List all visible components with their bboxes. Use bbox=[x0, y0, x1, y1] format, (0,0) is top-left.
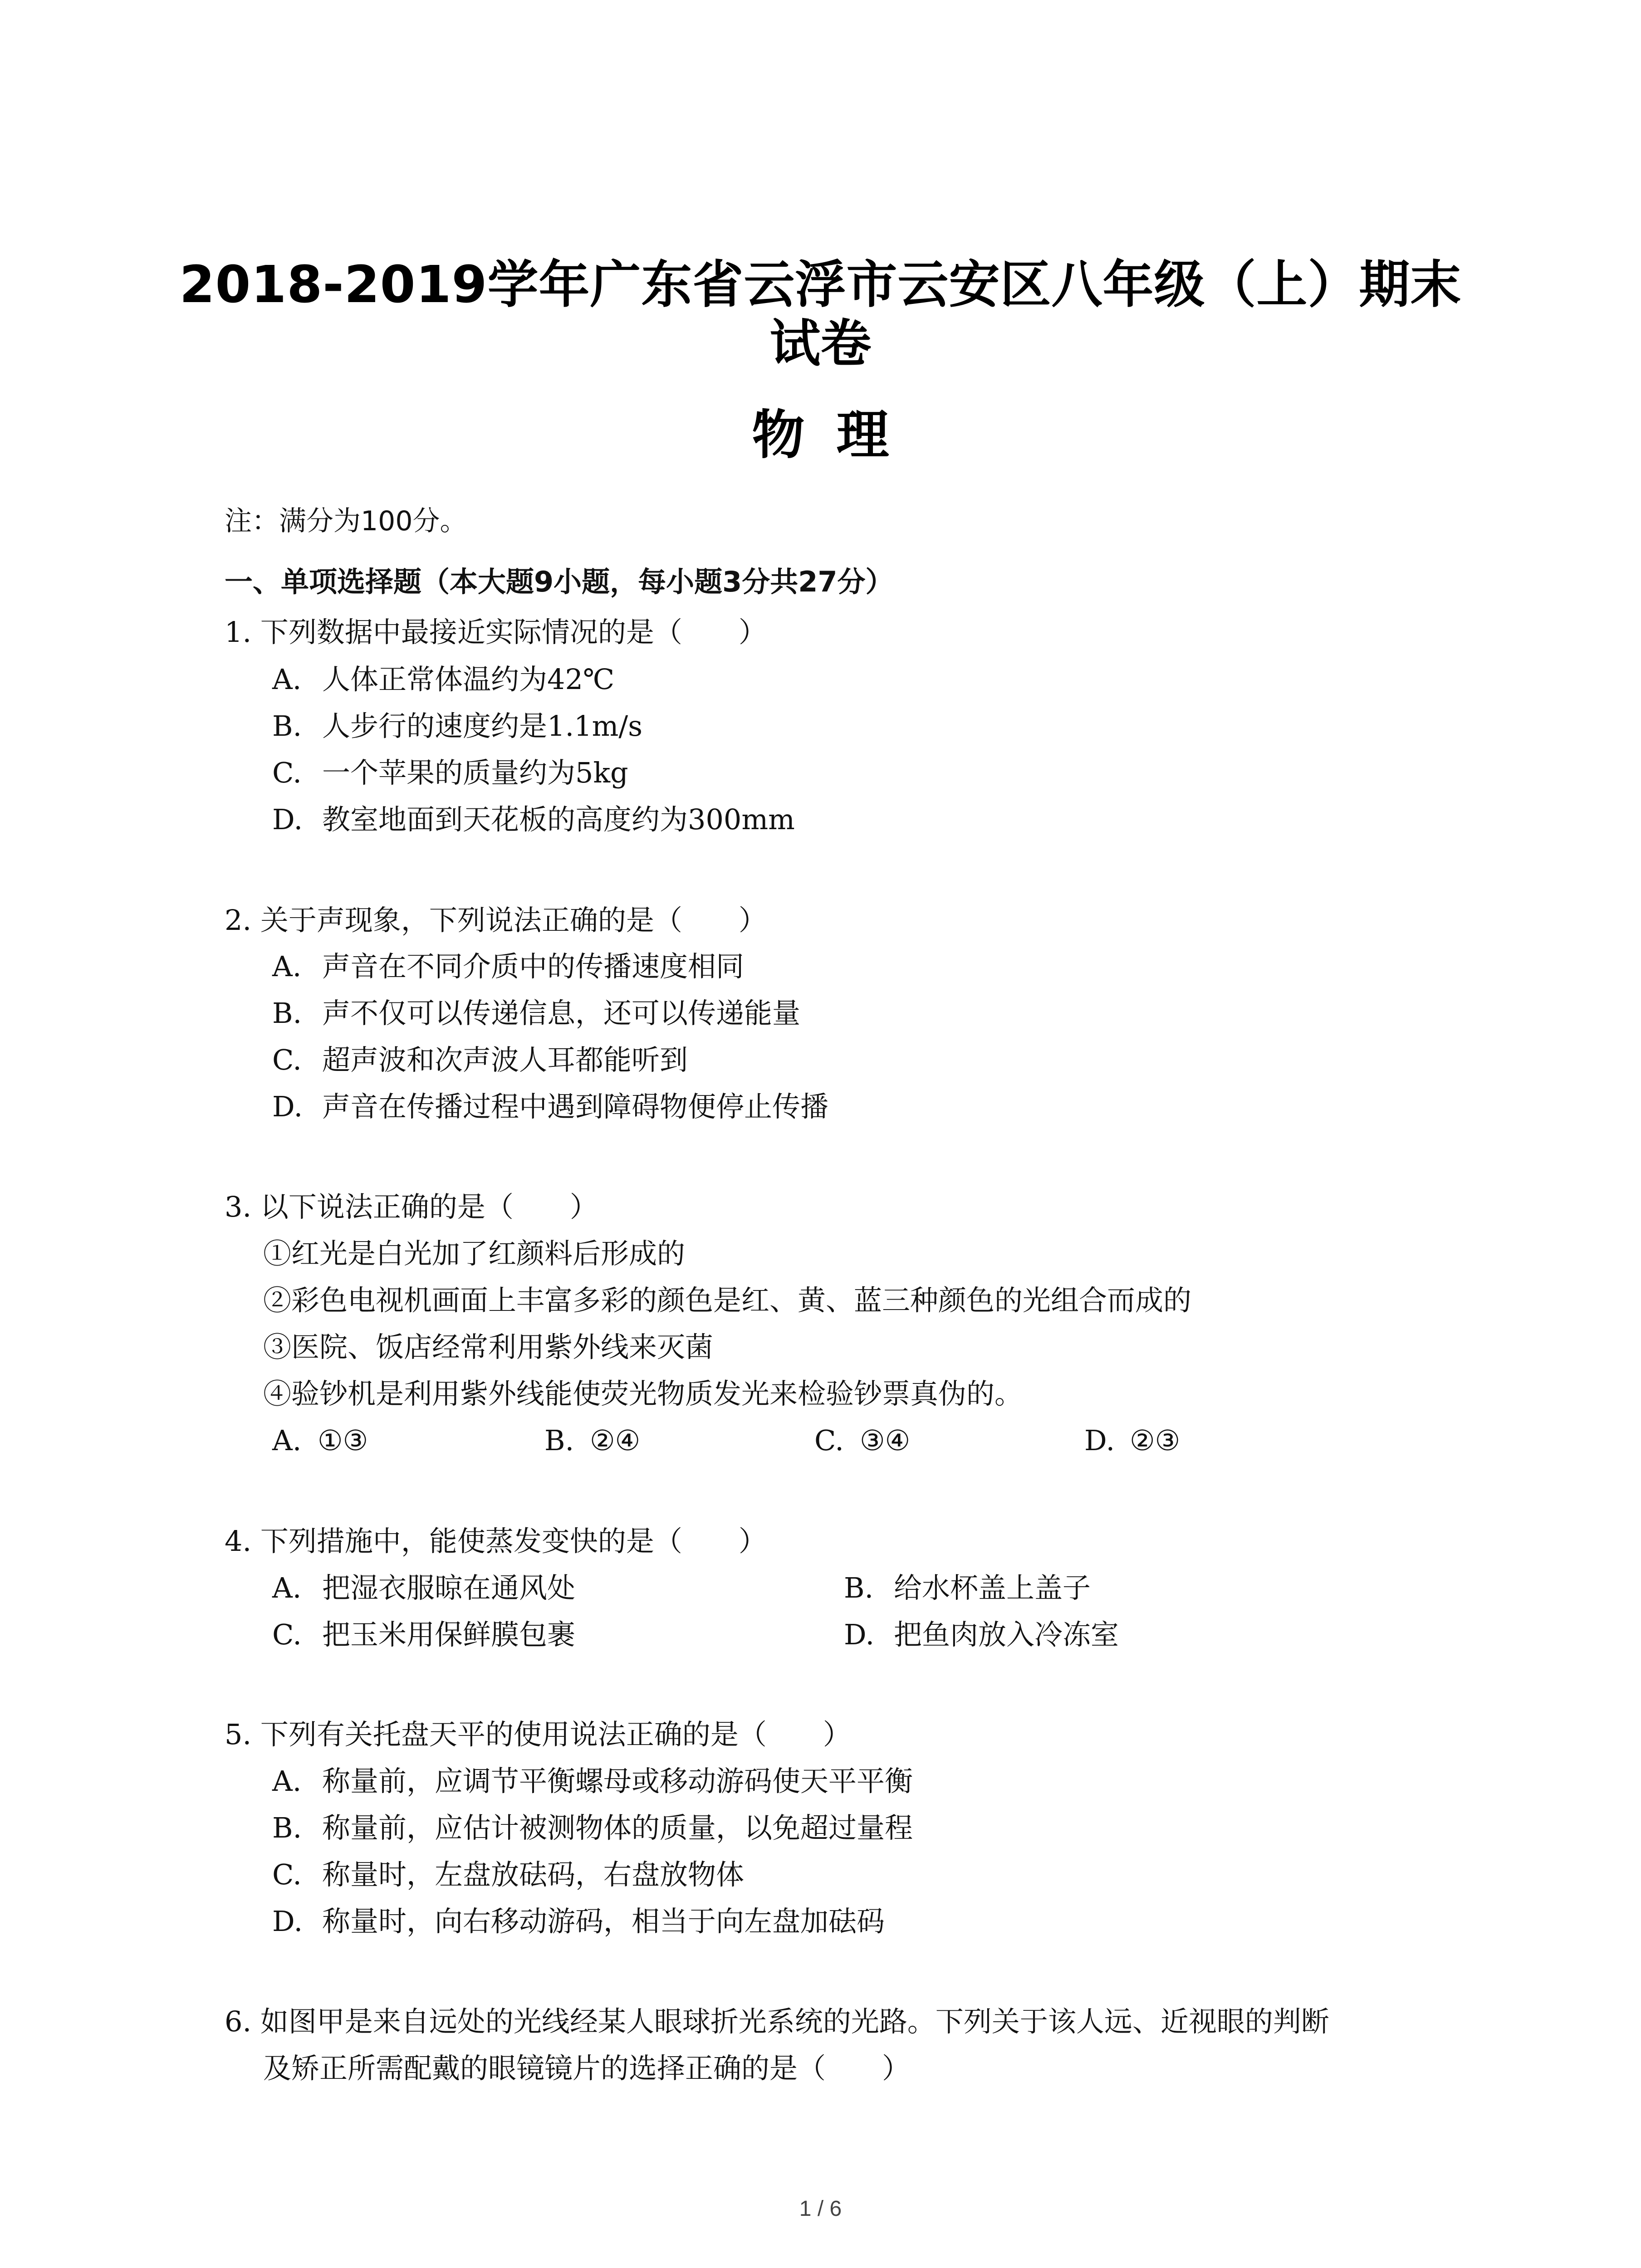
option-letter: C. bbox=[272, 1043, 302, 1076]
question-3-statement-2: ②彩色电视机画面上丰富多彩的颜色是红、黄、蓝三种颜色的光组合而成的 bbox=[263, 1284, 1192, 1317]
option-text: ③④ bbox=[860, 1424, 911, 1457]
option-text: 把玉米用保鲜膜包裹 bbox=[322, 1618, 576, 1651]
option-text: 声不仅可以传递信息，还可以传递能量 bbox=[322, 997, 801, 1030]
option-text: 称量前，应调节平衡螺母或移动游码使天平平衡 bbox=[322, 1765, 913, 1798]
option-letter: B. bbox=[272, 709, 302, 743]
option-letter: C. bbox=[814, 1424, 844, 1457]
question-1-option-c bbox=[272, 754, 628, 792]
option-letter: B. bbox=[544, 1424, 574, 1457]
question-1-option-b bbox=[272, 708, 642, 745]
option-text: 教室地面到天花板的高度约为300mm bbox=[322, 803, 795, 836]
score-note: 注：满分为100分。 bbox=[225, 505, 467, 537]
option-text: 超声波和次声波人耳都能听到 bbox=[322, 1043, 688, 1076]
option-text: 声音在不同介质中的传播速度相同 bbox=[322, 950, 745, 983]
question-1-option-a bbox=[272, 661, 614, 698]
option-letter: A. bbox=[272, 1765, 302, 1798]
question-5-option-a bbox=[272, 1763, 913, 1800]
option-text: 把鱼肉放入冷冻室 bbox=[894, 1618, 1119, 1651]
question-3-option-d bbox=[1084, 1422, 1180, 1459]
option-text: 把湿衣服晾在通风处 bbox=[322, 1571, 576, 1604]
question-4-option-d bbox=[844, 1616, 1119, 1653]
option-text: 人步行的速度约是1.1m/s bbox=[322, 709, 643, 743]
option-text: ②③ bbox=[1130, 1424, 1181, 1457]
question-5-option-c bbox=[272, 1856, 744, 1893]
page-number: 1 / 6 bbox=[799, 2197, 842, 2221]
option-letter: A. bbox=[272, 950, 302, 983]
question-5-option-d bbox=[272, 1903, 885, 1940]
question-5-stem: 5. 下列有关托盘天平的使用说法正确的是（ ） bbox=[225, 1718, 851, 1751]
option-letter: D. bbox=[1084, 1424, 1115, 1457]
option-letter: B. bbox=[272, 997, 302, 1030]
question-2-option-b bbox=[272, 995, 800, 1032]
question-5-option-b bbox=[272, 1809, 913, 1847]
option-text: ①③ bbox=[318, 1424, 368, 1457]
subject-heading: 物理 bbox=[752, 405, 921, 466]
question-3-option-b bbox=[544, 1422, 640, 1459]
question-4-option-a bbox=[272, 1569, 575, 1607]
question-2-stem: 2. 关于声现象，下列说法正确的是（ ） bbox=[225, 904, 767, 937]
question-3-stem: 3. 以下说法正确的是（ ） bbox=[225, 1190, 598, 1223]
section-heading: 一、单项选择题（本大题9小题，每小题3分共27分） bbox=[225, 565, 894, 598]
question-4-option-c bbox=[272, 1616, 575, 1653]
question-2-option-a bbox=[272, 948, 744, 985]
option-letter: A. bbox=[272, 663, 302, 696]
option-letter: B. bbox=[844, 1571, 874, 1604]
question-3-option-a bbox=[272, 1422, 368, 1459]
option-letter: D. bbox=[272, 803, 303, 836]
option-letter: A. bbox=[272, 1571, 302, 1604]
option-text: ②④ bbox=[590, 1424, 641, 1457]
option-text: 称量前，应估计被测物体的质量，以免超过量程 bbox=[322, 1811, 913, 1844]
option-letter: B. bbox=[272, 1811, 302, 1844]
option-letter: D. bbox=[272, 1090, 303, 1123]
option-letter: C. bbox=[272, 756, 302, 789]
option-letter: D. bbox=[844, 1618, 875, 1651]
question-3-statement-3: ③医院、饭店经常利用紫外线来灭菌 bbox=[263, 1330, 714, 1364]
question-3-statement-1: ①红光是白光加了红颜料后形成的 bbox=[263, 1237, 686, 1270]
option-text: 一个苹果的质量约为5kg bbox=[322, 756, 628, 789]
option-text: 给水杯盖上盖子 bbox=[894, 1571, 1091, 1604]
question-2-option-c bbox=[272, 1041, 688, 1079]
question-4-option-b bbox=[844, 1569, 1091, 1607]
option-text: 人体正常体温约为42℃ bbox=[322, 663, 615, 696]
question-1-stem: 1. 下列数据中最接近实际情况的是（ ） bbox=[225, 616, 767, 649]
question-2-option-d bbox=[272, 1088, 828, 1125]
question-3-statement-4: ④验钞机是利用紫外线能使荧光物质发光来检验钞票真伪的。 bbox=[263, 1377, 1023, 1410]
exam-title-line1: 2018-2019学年广东省云浮市云安区八年级（上）期末 bbox=[179, 255, 1462, 314]
question-1-option-d bbox=[272, 801, 795, 838]
option-letter: D. bbox=[272, 1905, 303, 1938]
question-6-stem-line2: 及矫正所需配戴的眼镜镜片的选择正确的是（ ） bbox=[263, 2052, 911, 2085]
question-4-stem: 4. 下列措施中，能使蒸发变快的是（ ） bbox=[225, 1525, 767, 1558]
option-text: 称量时，左盘放砝码，右盘放物体 bbox=[322, 1858, 745, 1891]
question-6-stem-line1: 6. 如图甲是来自远处的光线经某人眼球折光系统的光路。下列关于该人远、近视眼的判断 bbox=[225, 2005, 1329, 2038]
option-letter: C. bbox=[272, 1618, 302, 1651]
option-text: 声音在传播过程中遇到障碍物便停止传播 bbox=[322, 1090, 829, 1123]
question-3-option-c bbox=[814, 1422, 910, 1459]
option-text: 称量时，向右移动游码，相当于向左盘加砝码 bbox=[322, 1905, 885, 1938]
exam-title-line2: 试卷 bbox=[769, 314, 872, 373]
option-letter: C. bbox=[272, 1858, 302, 1891]
option-letter: A. bbox=[272, 1424, 302, 1457]
